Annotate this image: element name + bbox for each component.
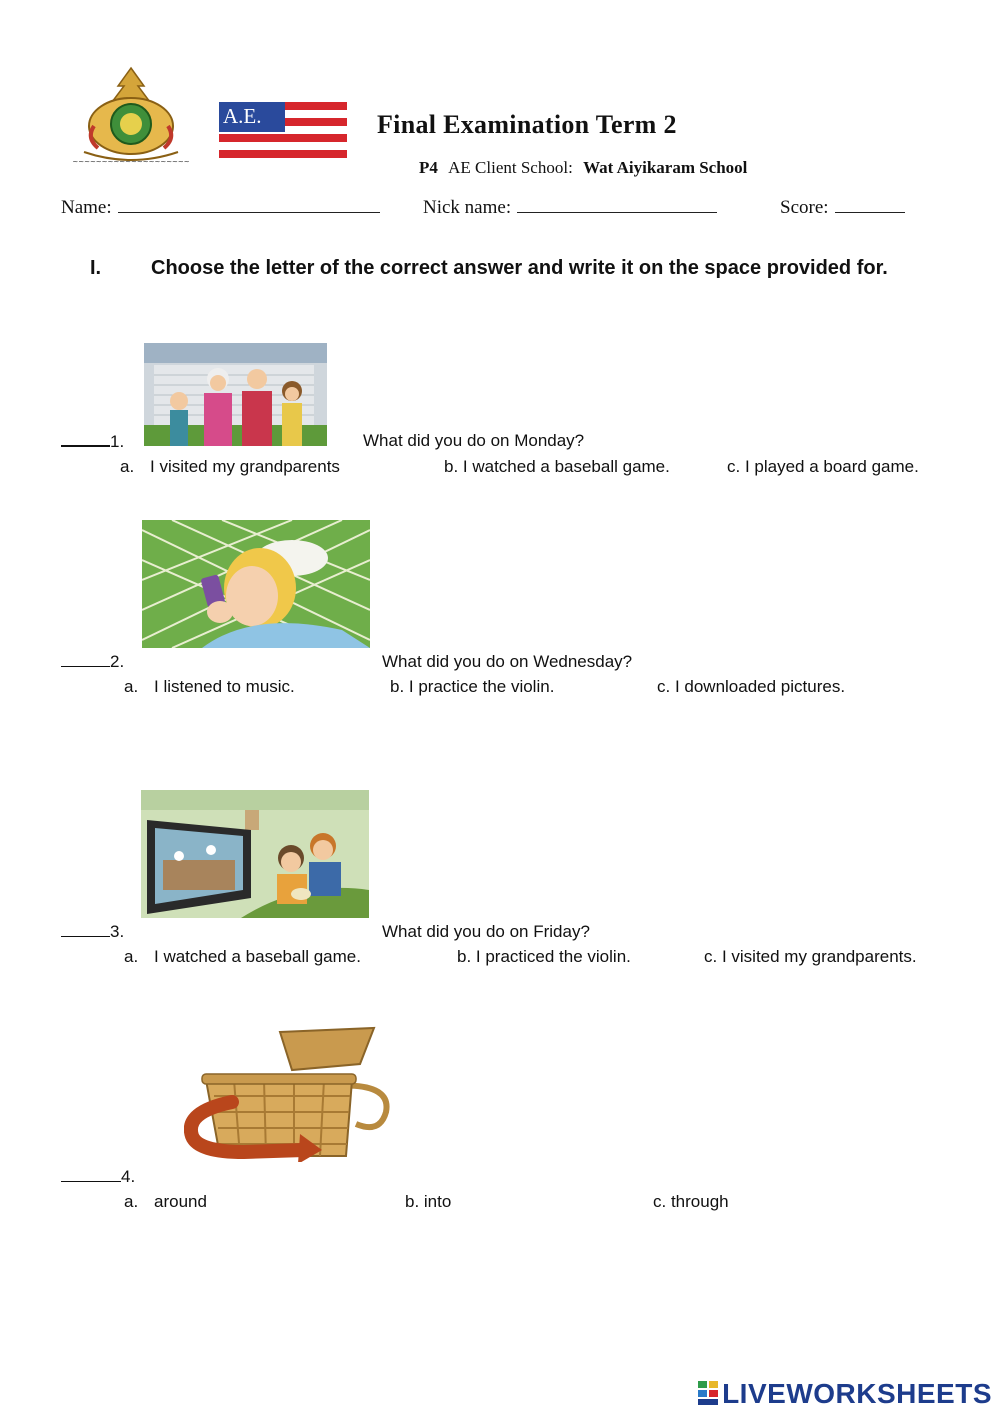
option-2a-letter: a. — [124, 677, 139, 696]
name-label: Name: — [61, 197, 112, 218]
question-4-number: 4. — [61, 1167, 135, 1187]
option-3a[interactable]: I watched a baseball game. — [154, 947, 361, 966]
nickname-blank[interactable] — [517, 196, 717, 213]
option-4a[interactable]: around — [154, 1192, 207, 1211]
school-name: Wat Aiyikaram School — [583, 158, 748, 177]
nickname-label: Nick name: — [423, 197, 512, 218]
option-1a[interactable]: I visited my grandparents — [150, 457, 340, 476]
score-field[interactable] — [780, 196, 905, 219]
school-emblem — [72, 64, 190, 172]
question-1-text: What did you do on Monday? — [363, 431, 585, 450]
exam-title: Final Examination Term 2 — [377, 110, 677, 139]
section-heading — [90, 257, 888, 280]
question-3-number: 3. — [61, 922, 124, 942]
flag-text: A.E. — [223, 104, 262, 128]
option-2a[interactable]: I listened to music. — [154, 677, 295, 696]
option-4c[interactable]: c. through — [653, 1192, 729, 1211]
nickname-field[interactable] — [423, 196, 717, 219]
section-instruction: Choose the letter of the correct answer and write it on the space provided for. — [151, 257, 888, 279]
answer-blank-2[interactable] — [61, 652, 110, 667]
option-2b[interactable]: b. I practice the violin. — [390, 677, 555, 696]
boys-watching-baseball-tv-icon — [141, 790, 369, 918]
family-grandparents-icon — [144, 343, 327, 446]
ae-flag-logo — [219, 102, 347, 166]
liveworksheets-logo — [698, 1378, 992, 1410]
option-4b[interactable]: b. into — [405, 1192, 452, 1211]
school-label: AE Client School: — [448, 158, 573, 177]
question-2-number: 2. — [61, 652, 124, 672]
question-3-text: What did you do on Friday? — [382, 922, 590, 941]
question-2-text: What did you do on Wednesday? — [382, 652, 633, 671]
option-4a-letter: a. — [124, 1192, 139, 1211]
score-label: Score: — [780, 197, 829, 218]
option-1c[interactable]: c. I played a board game. — [727, 457, 919, 476]
grade-label: P4 — [419, 158, 438, 177]
section-number: I. — [90, 257, 102, 279]
answer-blank-4[interactable] — [61, 1167, 121, 1182]
option-2c[interactable]: c. I downloaded pictures. — [657, 677, 846, 696]
answer-blank-3[interactable] — [61, 922, 110, 937]
school-line — [419, 158, 747, 178]
option-1a-letter: a. — [120, 457, 135, 476]
option-3c[interactable]: c. I visited my grandparents. — [704, 947, 917, 966]
question-1-number: 1. — [61, 431, 124, 452]
name-field[interactable] — [61, 196, 380, 219]
arrow-around-basket-icon — [184, 1024, 392, 1162]
option-3b[interactable]: b. I practiced the violin. — [457, 947, 631, 966]
answer-blank-1[interactable] — [61, 431, 110, 447]
liveworksheets-mark-icon — [698, 1380, 718, 1404]
option-3a-letter: a. — [124, 947, 139, 966]
girl-hammock-music-icon — [142, 520, 370, 648]
score-blank[interactable] — [835, 196, 905, 213]
option-1b[interactable]: b. I watched a baseball game. — [444, 457, 670, 476]
svg-text:~~~~~~~~~~~~~~~~~~~~: ~~~~~~~~~~~~~~~~~~~~ — [72, 158, 190, 166]
liveworksheets-brand: LIVEWORKSHEETS — [722, 1378, 992, 1409]
name-blank[interactable] — [118, 196, 380, 213]
